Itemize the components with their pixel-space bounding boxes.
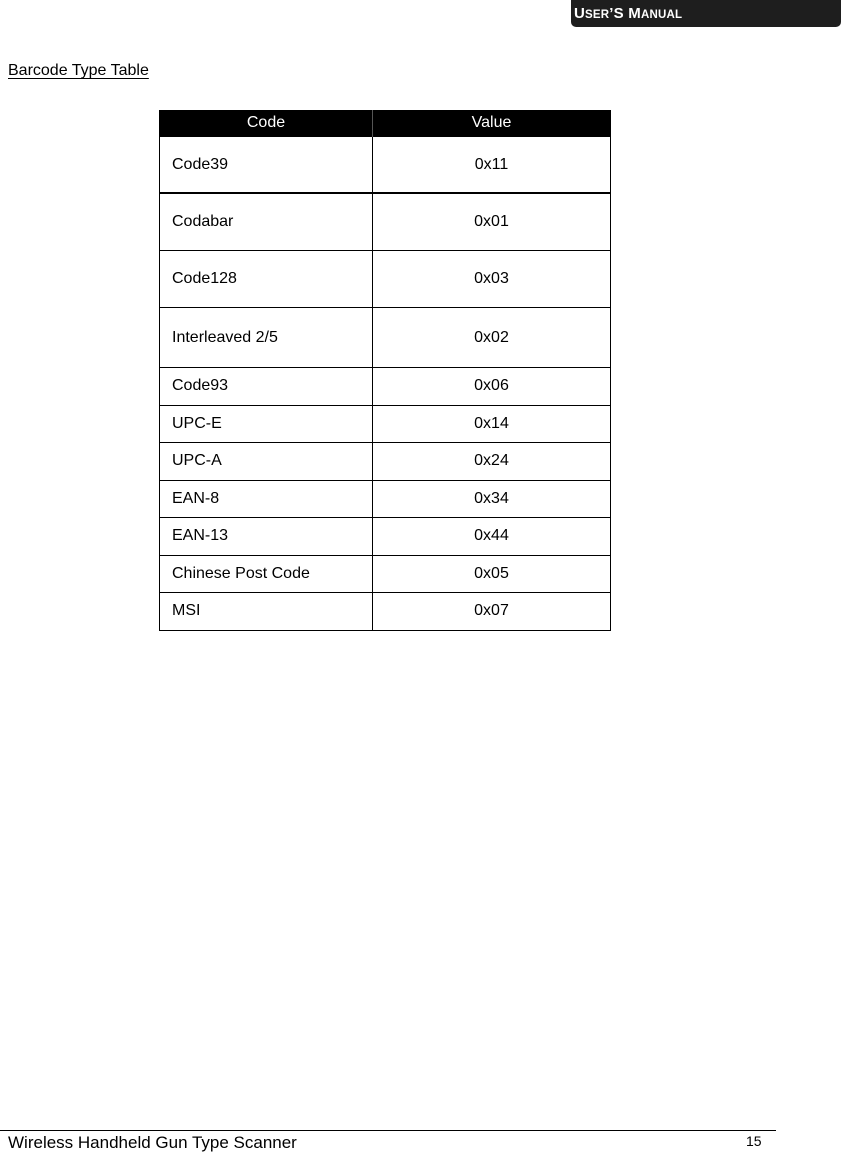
value-cell: 0x07 bbox=[373, 593, 611, 631]
table-row bbox=[160, 308, 611, 368]
value-cell: 0x44 bbox=[373, 518, 611, 556]
table-row bbox=[160, 443, 611, 481]
value-cell: 0x02 bbox=[373, 308, 611, 368]
value-cell: 0x34 bbox=[373, 480, 611, 518]
code-cell: Code93 bbox=[160, 368, 373, 406]
table-row bbox=[160, 193, 611, 251]
footer-divider bbox=[0, 1130, 776, 1131]
table-row bbox=[160, 593, 611, 631]
code-cell: UPC-A bbox=[160, 443, 373, 481]
table-row bbox=[160, 368, 611, 406]
column-header-value: Value bbox=[373, 110, 611, 137]
footer-title: Wireless Handheld Gun Type Scanner bbox=[8, 1133, 297, 1152]
code-cell: Codabar bbox=[160, 193, 373, 251]
code-cell: Chinese Post Code bbox=[160, 555, 373, 593]
value-cell: 0x11 bbox=[373, 137, 611, 194]
code-cell: Interleaved 2/5 bbox=[160, 308, 373, 368]
barcode-type-table bbox=[159, 110, 611, 631]
code-cell: Code128 bbox=[160, 251, 373, 308]
value-cell: 0x05 bbox=[373, 555, 611, 593]
table-row bbox=[160, 518, 611, 556]
users-manual-badge: USER’S MANUAL bbox=[571, 0, 841, 27]
code-cell: UPC-E bbox=[160, 405, 373, 443]
value-cell: 0x24 bbox=[373, 443, 611, 481]
table-row bbox=[160, 480, 611, 518]
code-cell: EAN-8 bbox=[160, 480, 373, 518]
table-row bbox=[160, 251, 611, 308]
table-row bbox=[160, 137, 611, 194]
value-cell: 0x03 bbox=[373, 251, 611, 308]
value-cell: 0x01 bbox=[373, 193, 611, 251]
table-row bbox=[160, 555, 611, 593]
page-number: 15 bbox=[746, 1133, 762, 1149]
code-cell: MSI bbox=[160, 593, 373, 631]
code-cell: EAN-13 bbox=[160, 518, 373, 556]
value-cell: 0x06 bbox=[373, 368, 611, 406]
code-cell: Code39 bbox=[160, 137, 373, 194]
section-title: Barcode Type Table bbox=[8, 62, 149, 79]
column-header-code: Code bbox=[160, 110, 373, 137]
table-header-row bbox=[160, 110, 611, 137]
value-cell: 0x14 bbox=[373, 405, 611, 443]
table-row bbox=[160, 405, 611, 443]
